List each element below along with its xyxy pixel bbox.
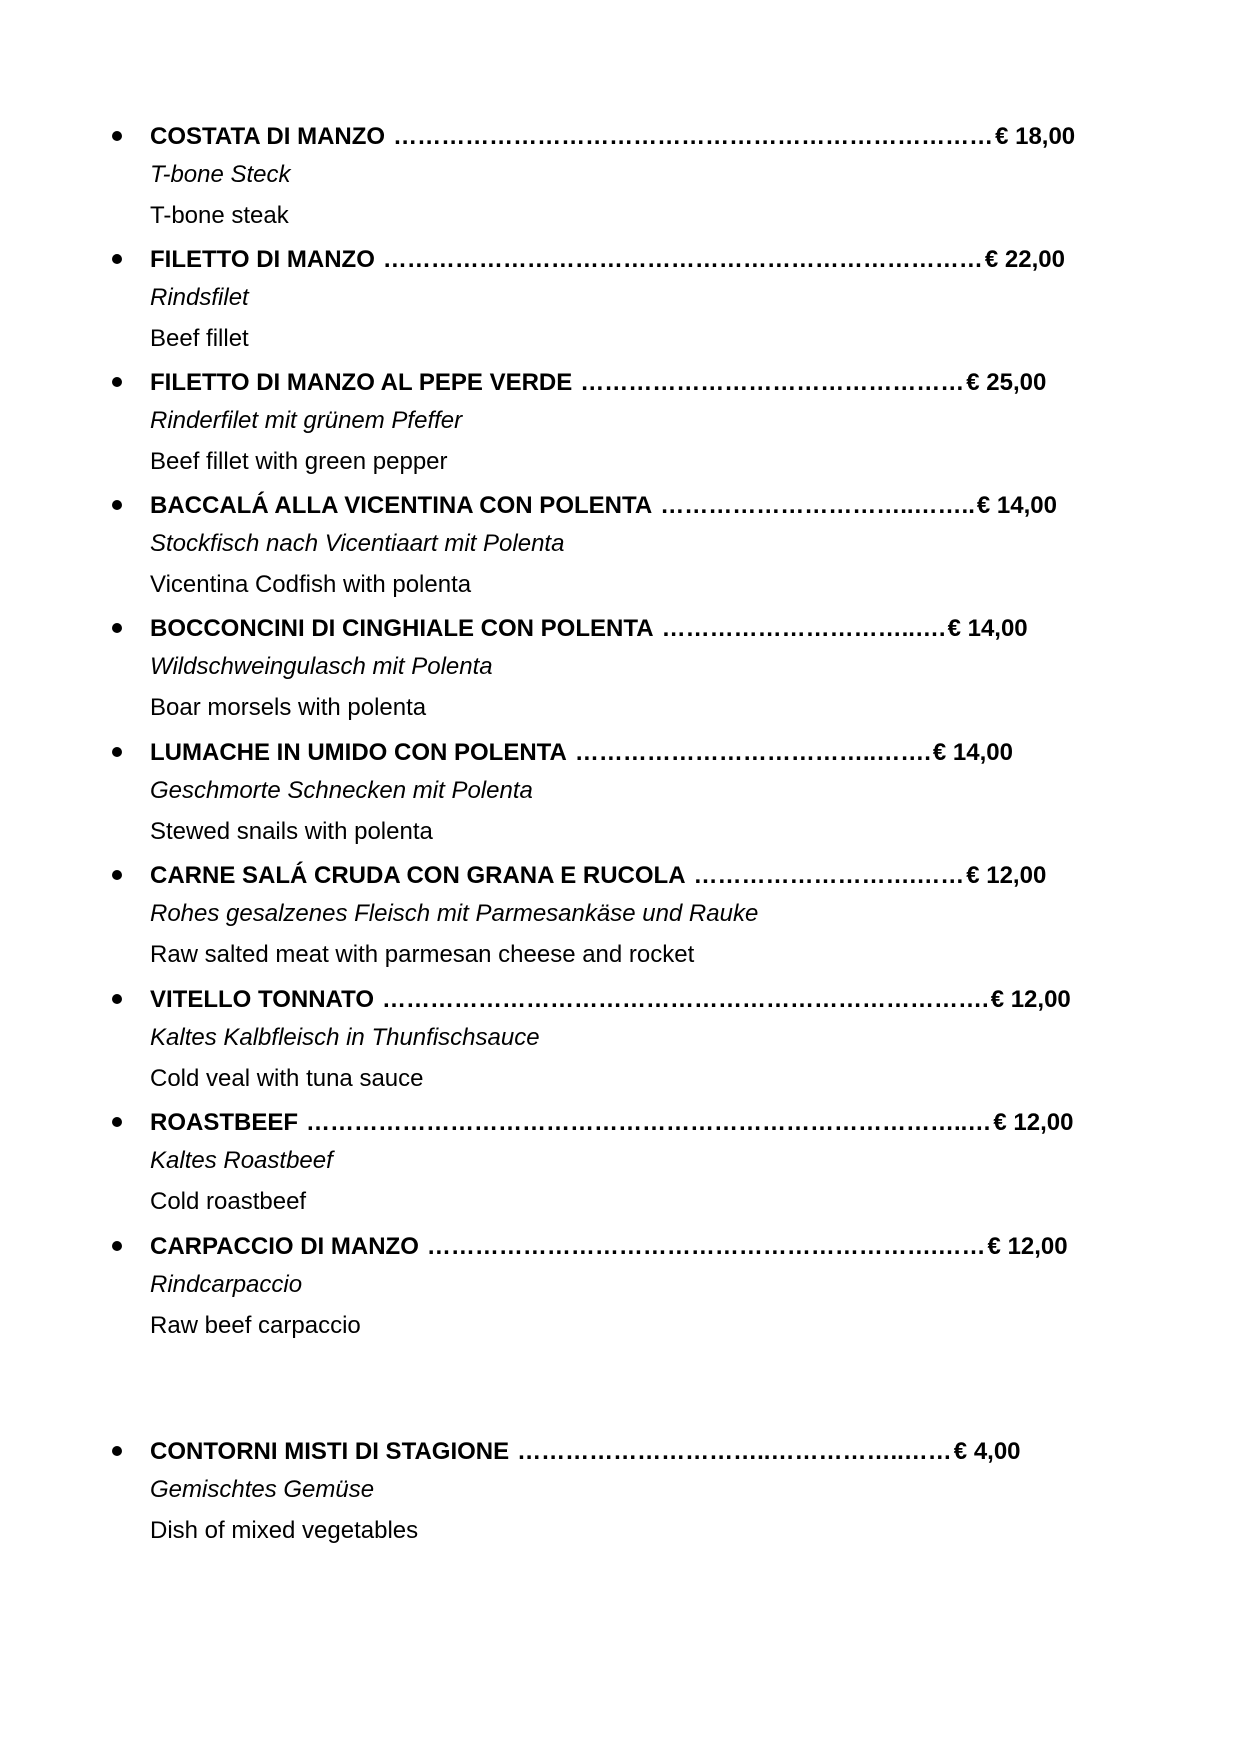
bullet-icon [112,500,122,510]
item-english: Vicentina Codfish with polenta [150,571,472,598]
item-title-row [150,738,1013,768]
item-price: € 12,00 [987,1233,1068,1260]
item-name: COSTATA DI MANZO [150,123,386,150]
item-english: Raw salted meat with parmesan cheese and rocket [150,941,695,968]
bullet-icon [112,994,122,1004]
dot-leader: …………………………..…. [661,615,946,642]
item-english: T-bone steak [150,202,289,229]
item-english: Beef fillet with green pepper [150,448,448,475]
item-name: BOCCONCINI DI CINGHIALE CON POLENTA [150,615,654,642]
bullet-icon [112,1241,122,1251]
item-title-row [150,985,1071,1015]
item-title-row [150,491,1057,521]
item-title-row [150,614,1028,644]
bullet-icon [112,377,122,387]
item-name: BACCALÁ ALLA VICENTINA CON POLENTA [150,492,653,519]
dot-leader: ………………………………………………………………… [382,246,983,273]
item-title-row [150,245,1065,275]
item-price: € 22,00 [984,246,1065,273]
item-german: Rindsfilet [150,284,249,311]
item-english: Stewed snails with polenta [150,818,433,845]
item-name: CARNE SALÁ CRUDA CON GRANA E RUCOLA [150,862,686,889]
dot-leader: ………………………………………………………………… [393,123,994,150]
item-title-row [150,861,1046,891]
item-name: FILETTO DI MANZO AL PEPE VERDE [150,369,573,396]
bullet-icon [112,1117,122,1127]
dot-leader: ………………………………………………………………………..… [306,1109,992,1136]
item-german: Rinderfilet mit grünem Pfeffer [150,407,463,434]
bullet-icon [112,1446,122,1456]
item-german: Stockfisch nach Vicentiaart mit Polenta [150,530,565,557]
item-price: € 25,00 [966,369,1047,396]
item-german: Kaltes Kalbfleisch in Thunfischsauce [150,1024,540,1051]
bullet-icon [112,747,122,757]
item-german: Wildschweingulasch mit Polenta [150,653,493,680]
item-german: Rohes gesalzenes Fleisch mit Parmesankäse und Rauke [150,900,759,927]
item-german: Rindcarpaccio [150,1271,303,1298]
item-english: Boar morsels with polenta [150,694,427,721]
item-price: € 14,00 [976,492,1057,519]
dot-leader: …………………………..……………..…… [517,1438,952,1465]
item-price: € 18,00 [995,123,1076,150]
item-name: FILETTO DI MANZO [150,246,375,273]
item-price: € 14,00 [947,615,1028,642]
item-english: Beef fillet [150,325,249,352]
item-english: Cold veal with tuna sauce [150,1065,424,1092]
item-price: € 12,00 [966,862,1047,889]
item-english: Raw beef carpaccio [150,1312,361,1339]
item-german: Geschmorte Schnecken mit Polenta [150,777,533,804]
bullet-icon [112,870,122,880]
dot-leader: ……………………………………………………….…… [426,1233,986,1260]
item-german: T-bone Steck [150,161,291,188]
item-price: € 12,00 [990,986,1071,1013]
item-title-row [150,122,1075,152]
item-name: VITELLO TONNATO [150,986,375,1013]
item-name: CARPACCIO DI MANZO [150,1233,419,1260]
item-name: ROASTBEEF [150,1109,299,1136]
bullet-icon [112,131,122,141]
item-english: Dish of mixed vegetables [150,1517,419,1544]
dot-leader: ………………………………………… [580,369,965,396]
dot-leader: ……………………….…… [693,862,965,889]
item-name: CONTORNI MISTI DI STAGIONE [150,1438,510,1465]
dot-leader: …………………………………………………………………. [382,986,989,1013]
item-english: Cold roastbeef [150,1188,307,1215]
bullet-icon [112,623,122,633]
item-title-row [150,1437,1021,1467]
item-price: € 14,00 [932,739,1013,766]
item-price: € 4,00 [953,1438,1021,1465]
item-title-row [150,1108,1073,1138]
dot-leader: ………………………………..……. [574,739,931,766]
item-title-row [150,1232,1068,1262]
item-price: € 12,00 [993,1109,1074,1136]
bullet-icon [112,254,122,264]
item-german: Gemischtes Gemüse [150,1476,375,1503]
dot-leader: …………………………..…….. [660,492,975,519]
item-title-row [150,368,1046,398]
item-name: LUMACHE IN UMIDO CON POLENTA [150,739,567,766]
item-german: Kaltes Roastbeef [150,1147,333,1174]
